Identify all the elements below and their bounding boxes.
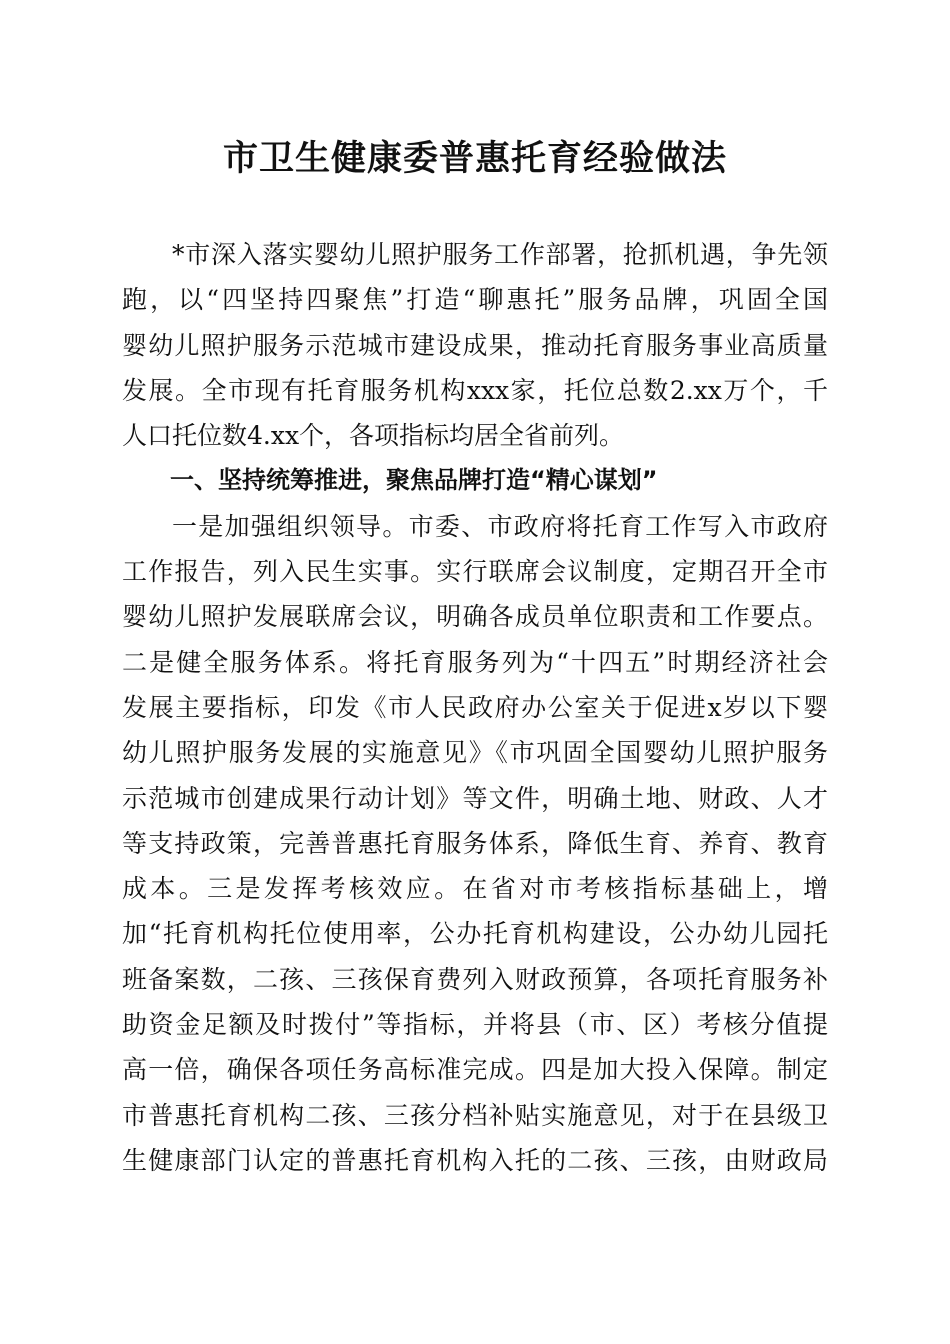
section-1-line: 生健康部门认定的普惠托育机构入托的二孩、三孩，由财政局 bbox=[122, 1145, 828, 1175]
section-1-line: 高一倍，确保各项任务高标准完成。四是加大投入保障。制定 bbox=[122, 1055, 828, 1085]
section-1-line: 幼儿照护服务发展的实施意见》《市巩固全国婴幼儿照护服务 bbox=[122, 738, 828, 768]
intro-line: 跑，以“四坚持四聚焦”打造“聊惠托”服务品牌，巩固全国 bbox=[122, 285, 828, 315]
section-1-line: 二是健全服务体系。将托育服务列为“十四五”时期经济社会 bbox=[122, 647, 828, 677]
section-1-line: 等支持政策，完善普惠托育服务体系，降低生育、养育、教育 bbox=[122, 828, 828, 858]
section-1-line: 一是加强组织领导。市委、市政府将托育工作写入市政府 bbox=[172, 511, 828, 541]
section-1-line: 班备案数，二孩、三孩保育费列入财政预算，各项托育服务补 bbox=[122, 964, 828, 994]
section-1-paragraph bbox=[122, 504, 828, 1183]
intro-line: 发展。全市现有托育服务机构xxx家，托位总数2.xx万个，千 bbox=[122, 375, 828, 405]
section-1-line: 工作报告，列入民生实事。实行联席会议制度，定期召开全市 bbox=[122, 557, 828, 587]
section-1-line: 示范城市创建成果行动计划》等文件，明确土地、财政、人才 bbox=[122, 783, 828, 813]
section-1-line: 成本。三是发挥考核效应。在省对市考核指标基础上，增 bbox=[122, 874, 828, 904]
intro-line: 婴幼儿照护服务示范城市建设成果，推动托育服务事业高质量 bbox=[122, 330, 828, 360]
section-1-line: 发展主要指标，印发《市人民政府办公室关于促进x岁以下婴 bbox=[122, 692, 828, 722]
section-1-line: 助资金足额及时拨付”等指标，并将县（市、区）考核分值提 bbox=[122, 1010, 828, 1040]
section-1-line: 婴幼儿照护发展联席会议，明确各成员单位职责和工作要点。 bbox=[122, 602, 828, 632]
section-heading: 一、坚持统筹推进，聚焦品牌打造“精心谋划” bbox=[170, 466, 658, 495]
intro-line: 人口托位数4.xx个，各项指标均居全省前列。 bbox=[122, 421, 625, 451]
intro-line: *市深入落实婴幼儿照护服务工作部署，抢抓机遇，争先领 bbox=[172, 240, 828, 269]
section-1-line: 市普惠托育机构二孩、三孩分档补贴实施意见，对于在县级卫 bbox=[122, 1100, 828, 1130]
document-body bbox=[122, 232, 828, 1183]
intro-paragraph bbox=[122, 232, 828, 458]
section-1-line: 加“托育机构托位使用率，公办托育机构建设，公办幼儿园托 bbox=[122, 919, 828, 949]
document-title: 市卫生健康委普惠托育经验做法 bbox=[222, 138, 727, 179]
